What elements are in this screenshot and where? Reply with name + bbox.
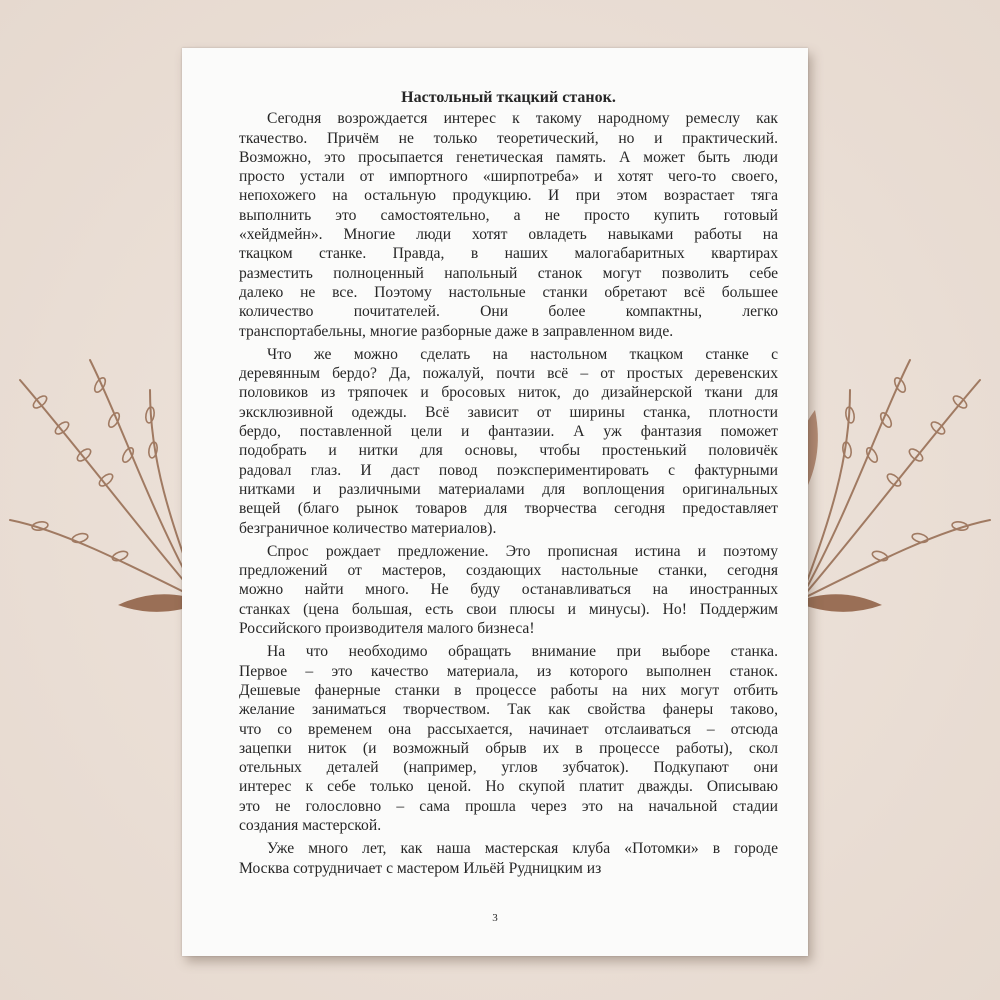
paragraph <box>239 345 778 538</box>
willow-branch-right-icon <box>780 330 1000 630</box>
text-line: Сегодня возрождается интерес к такому народному ремеслу как <box>267 110 778 128</box>
text-line: эксклюзивной одежды. Всё зависит от ширины станка, плотности <box>239 403 778 421</box>
text-line: отельных деталей (например, углов зубчаток). Подкупают они <box>239 759 778 777</box>
text-line: «хейдмейн». Многие люди хотят овладеть навыками работы на <box>239 226 778 244</box>
text-line: непохожего на остальную продукцию. И при этом возрастает тяга <box>239 187 778 205</box>
article-body <box>239 109 778 878</box>
text-line: Уже много лет, как наша мастерская клуба «Потомки» в городе <box>267 840 778 858</box>
text-line: можно найти много. Не буду останавливаться на иностранных <box>239 581 778 599</box>
text-line: это не голословно – сама прошла через это на начальной стадии <box>239 797 778 815</box>
document-page <box>182 48 808 956</box>
text-line: На что необходимо обращать внимание при выборе станка. <box>267 643 778 661</box>
text-line: Дешевые фанерные станки в процессе работы на них могут отбить <box>239 681 778 699</box>
text-line: создания мастерской. <box>239 816 382 834</box>
text-line: Москва сотрудничает с мастером Ильёй Рудницким из <box>239 859 602 877</box>
text-line: просто устали от импортного «ширпотреба» и хотят чего-то своего, <box>239 168 778 186</box>
text-line: Спрос рождает предложение. Это прописная истина и поэтому <box>267 542 778 560</box>
text-line: половиков из тряпочек и бросовых ниток, до дизайнерской ткани для <box>239 384 778 402</box>
page-title: Настольный ткацкий станок. <box>401 89 616 106</box>
text-line: вещей (благо рынок товаров для творчества сегодня предоставляет <box>239 500 778 518</box>
text-line: далеко не все. Поэтому настольные станки обретают всё большее <box>239 283 778 301</box>
paragraph <box>239 839 778 878</box>
text-line: ткацком станке. Правда, в наших малогабаритных квартирах <box>239 245 778 263</box>
text-line: количество почитателей. Они более компактны, легко <box>239 303 778 321</box>
text-line: предложений от мастеров, создающих настольные станки, сегодня <box>239 562 778 580</box>
text-line: безграничное количество материалов). <box>239 519 497 537</box>
text-line: разместить полноценный напольный станок могут позволить себе <box>239 264 778 282</box>
text-line: деревянным бердо? Да, пожалуй, почти всё – от простых деревенских <box>239 365 778 383</box>
text-line: Первое – это качество материала, из которого выполнен станок. <box>239 662 778 680</box>
text-line: Что же можно сделать на настольном ткацком станке с <box>267 345 778 363</box>
text-line: выполнить это самостоятельно, а не просто купить готовый <box>239 206 778 224</box>
page-number: 3 <box>492 911 498 924</box>
text-line: нитками и различными материалами для воплощения оригинальных <box>239 480 778 498</box>
text-line: что со временем она рассыхается, начинает отслаиваться – отсюда <box>239 720 778 738</box>
paragraph <box>239 109 778 341</box>
text-line: станках (цена большая, есть свои плюсы и минусы). Но! Поддержим <box>239 600 778 618</box>
paragraph <box>239 542 778 638</box>
paragraph <box>239 642 778 835</box>
text-line: желание заниматься творчеством. Так как свойства фанеры таково, <box>239 701 778 719</box>
text-line: подобрать и нитки для основы, чтобы простенький половичёк <box>239 442 778 460</box>
text-line: зацепки ниток (и возможный обрыв их в процессе работы), скол <box>239 739 778 757</box>
text-line: Возможно, это просыпается генетическая память. А может быть люди <box>239 148 778 166</box>
text-line: радовал глаз. И даст повод поэкспериментировать с фактурными <box>239 461 778 479</box>
text-line: транспортабельны, многие разборные даже в заправленном виде. <box>239 322 674 340</box>
text-line: ткачество. Причём не только теоретический, но и практический. <box>239 129 778 147</box>
text-line: Российского производителя малого бизнеса! <box>239 620 535 638</box>
text-line: интерес к себе только ценой. Но скупой платит дважды. Описываю <box>239 778 778 796</box>
text-line: бердо, поставленной цели и фантазии. А уж фантазия поможет <box>239 423 778 441</box>
